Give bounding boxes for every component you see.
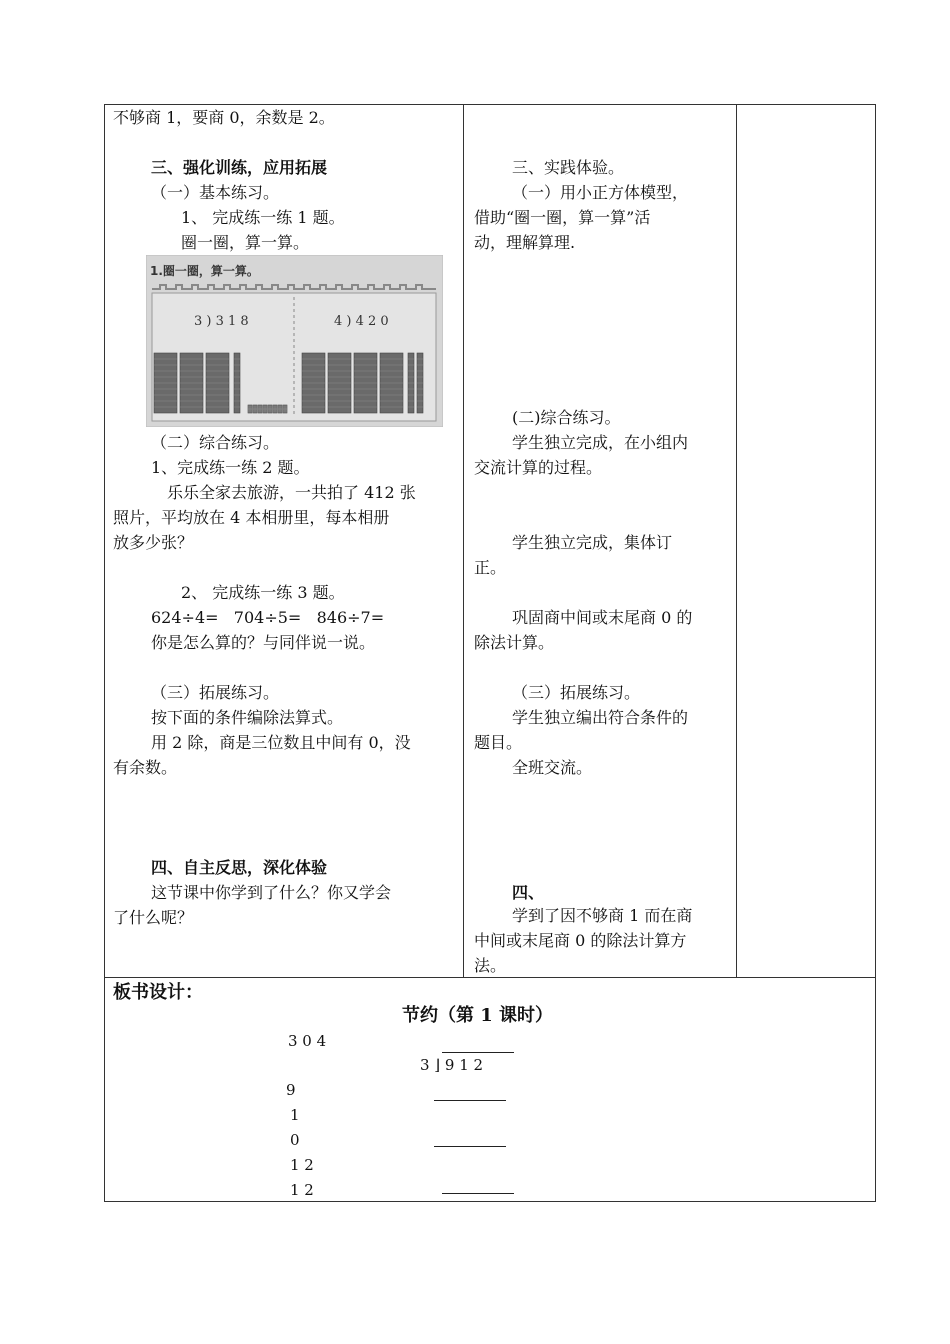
mid-line-indep-2: 交流计算的过程。 bbox=[474, 458, 603, 477]
left-line-word-problem-2: 照片，平均放在 4 本相册里，每本相册 bbox=[113, 508, 390, 527]
table-left-border bbox=[104, 104, 105, 1202]
board-title: 节约（第 1 课时） bbox=[402, 1005, 554, 1026]
board-quotient: 3 0 4 bbox=[288, 1032, 327, 1050]
left-line-word-problem-1: 乐乐全家去旅游，一共拍了 412 张 bbox=[167, 483, 416, 502]
mid-line-model-3: 动，理解算理. bbox=[474, 233, 576, 252]
section-four-heading: 四、自主反思，深化体验 bbox=[151, 858, 328, 877]
table-bottom-border bbox=[104, 1201, 876, 1202]
left-line-reflect-1: 这节课中你学到了什么？你又学会 bbox=[151, 883, 392, 902]
mid-line-extension: （三）拓展练习。 bbox=[512, 683, 641, 702]
board-step-2: 1 bbox=[290, 1106, 300, 1124]
board-step-5: 1 2 bbox=[290, 1181, 314, 1199]
left-line-basic-practice: （一）基本练习。 bbox=[151, 183, 280, 202]
board-step-4: 1 2 bbox=[290, 1156, 314, 1174]
mid-line-extension-2: 题目。 bbox=[474, 733, 523, 752]
image-title: 1.圈一圈，算一算。 bbox=[150, 264, 259, 278]
circle-and-calculate-image bbox=[146, 255, 443, 427]
board-underline-1 bbox=[434, 1100, 506, 1101]
board-divisor-line: 3 ⌋ 9 1 2 bbox=[420, 1056, 484, 1074]
mid-line-indep-1: 学生独立完成，在小组内 bbox=[512, 433, 689, 452]
board-design-label: 板书设计： bbox=[113, 982, 203, 1003]
table-right-border bbox=[875, 104, 876, 1202]
left-line-reflect-2: 了什么呢？ bbox=[113, 908, 194, 927]
board-underline-2 bbox=[434, 1146, 506, 1147]
mid-line-consolidate-2: 除法计算。 bbox=[474, 633, 555, 652]
board-step-1: 9 bbox=[286, 1081, 296, 1099]
mid-line-learned-2: 中间或末尾商 0 的除法计算方 bbox=[474, 931, 687, 950]
image-problem-right: 4 ) 4 2 0 bbox=[334, 314, 389, 329]
left-line-word-problem-3: 放多少张？ bbox=[113, 533, 194, 552]
column-divider-2 bbox=[736, 104, 737, 978]
image-problem-left: 3 ) 3 1 8 bbox=[194, 314, 249, 329]
mid-line-comprehensive: (二)综合练习。 bbox=[512, 408, 621, 427]
mid-line-model-1: （一）用小正方体模型， bbox=[512, 183, 689, 202]
left-line-circle-calc: 圈一圈，算一算。 bbox=[181, 233, 310, 252]
board-underline-3 bbox=[442, 1193, 514, 1194]
mid-line-consolidate-1: 巩固商中间或末尾商 0 的 bbox=[512, 608, 693, 627]
left-line-equations: 624÷4= 704÷5= 846÷7= bbox=[151, 608, 385, 627]
left-line-exercise-1: 1、 完成练一练 1 题。 bbox=[181, 208, 345, 227]
left-line-condition-2: 有余数。 bbox=[113, 758, 178, 777]
column-divider-1 bbox=[463, 104, 464, 978]
section-three-heading: 三、强化训练，应用拓展 bbox=[151, 158, 328, 177]
mid-line-extension-1: 学生独立编出符合条件的 bbox=[512, 708, 689, 727]
left-line-condition-1: 用 2 除，商是三位数且中间有 0，没 bbox=[151, 733, 411, 752]
left-line-discuss: 你是怎么算的？与同伴说一说。 bbox=[151, 633, 376, 652]
mid-line-practice: 三、实践体验。 bbox=[512, 158, 625, 177]
left-line-exercise-3: 2、 完成练一练 3 题。 bbox=[181, 583, 345, 602]
table-top-border bbox=[104, 104, 876, 105]
mid-line-model-2: 借助“圈一圈，算一算”活 bbox=[474, 208, 651, 227]
left-line-1: 不够商 1，要商 0，余数是 2。 bbox=[113, 108, 335, 127]
left-line-extension: （三）拓展练习。 bbox=[151, 683, 280, 702]
left-line-comprehensive: （二）综合练习。 bbox=[151, 433, 280, 452]
mid-line-correct-2: 正。 bbox=[474, 558, 507, 577]
left-line-extension-task: 按下面的条件编除法算式。 bbox=[151, 708, 344, 727]
board-step-3: 0 bbox=[290, 1131, 300, 1149]
mid-line-learned-3: 法。 bbox=[474, 956, 507, 975]
mid-line-correct-1: 学生独立完成，集体订 bbox=[512, 533, 673, 552]
mid-line-learned-1: 学到了因不够商 1 而在商 bbox=[512, 906, 693, 925]
left-line-exercise-2: 1、完成练一练 2 题。 bbox=[151, 458, 310, 477]
mid-section-four-heading: 四、 bbox=[512, 883, 545, 902]
mid-line-class-share: 全班交流。 bbox=[512, 758, 593, 777]
